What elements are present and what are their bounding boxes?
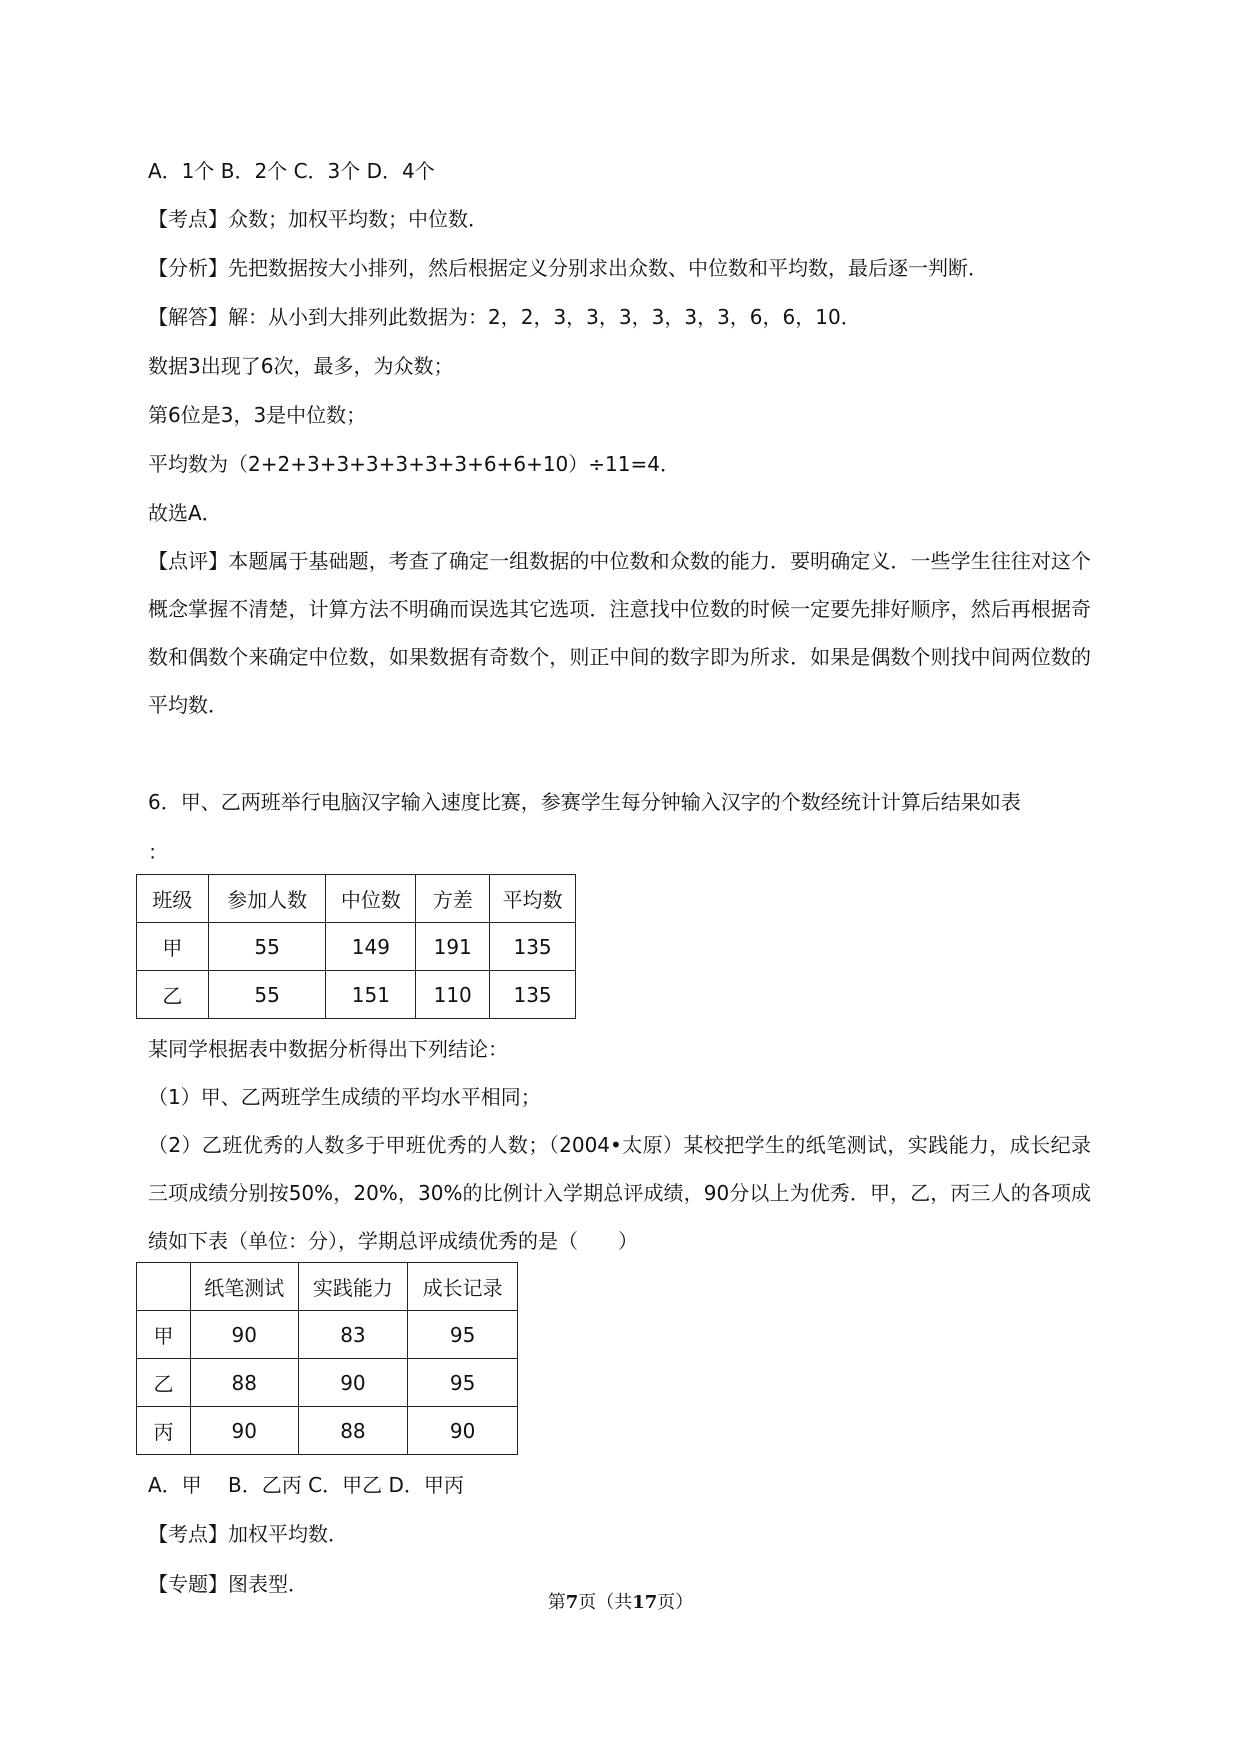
table-cell: 90 (408, 1407, 518, 1455)
q5-jieda: 【解答】解：从小到大排列此数据为：2，2，3，3，3，3，3，3，6，6，10． (148, 305, 861, 329)
footer-prefix: 第 (547, 1592, 566, 1613)
table-header-cell: 方差 (416, 875, 490, 923)
table-header-cell: 实践能力 (298, 1263, 408, 1311)
table-cell: 83 (298, 1311, 408, 1359)
q6-after-table: 某同学根据表中数据分析得出下列结论： (148, 1037, 508, 1061)
table-row (137, 971, 576, 1019)
table-header-cell: 纸笔测试 (190, 1263, 298, 1311)
q5-solution-line-1: 数据3出现了6次，最多，为众数； (148, 354, 454, 378)
table-header-cell: 平均数 (490, 875, 576, 923)
table-row (137, 1359, 518, 1407)
table-header-cell: 班级 (137, 875, 209, 923)
footer-suffix: 页） (657, 1592, 694, 1613)
table-cell: 90 (298, 1359, 408, 1407)
q6-stem: 6．甲、乙两班举行电脑汉字输入速度比赛，参赛学生每分钟输入汉字的个数经统计计算后结果如表 (148, 790, 1021, 814)
q6-stem-tail: ： (148, 840, 168, 864)
q5-answer: 故选A． (148, 501, 222, 525)
table-cell: 135 (490, 971, 576, 1019)
q5-options: A．1个 B．2个 C．3个 D．4个 (148, 159, 435, 183)
footer-page-number: 7 (565, 1592, 579, 1613)
table-cell: 甲 (137, 1311, 191, 1359)
table-cell: 95 (408, 1311, 518, 1359)
q6-conclusion-2: （2）乙班优秀的人数多于甲班优秀的人数；（2004•太原）某校把学生的纸笔测试，实践能力，成长纪录三项成绩分别按50%，20%，30%的比例计入学期总评成绩，90分以上为优秀．甲，乙，丙三人的各项成绩如下表（单位：分），学期总评成绩优秀的是（ ） (148, 1133, 1091, 1253)
q5-dianping: 【点评】本题属于基础题，考查了确定一组数据的中位数和众数的能力．要明确定义．一些学生往往对这个概念掌握不清楚，计算方法不明确而误选其它选项．注意找中位数的时候一定要先排好顺序，然后再根据奇数和偶数个来确定中位数，如果数据有奇数个，则正中间的数字即为所求．如果是偶数个则找中间两位数的平均数． (148, 549, 1091, 717)
table-cell: 149 (326, 923, 416, 971)
table-header-row (137, 1263, 518, 1311)
page-footer (0, 1588, 1241, 1614)
table-cell: 丙 (137, 1407, 191, 1455)
table-header-cell (137, 1263, 191, 1311)
table-row (137, 1407, 518, 1455)
table-cell: 90 (190, 1311, 298, 1359)
q6-table-2 (136, 1262, 518, 1455)
q6-conclusion-1: （1）甲、乙两班学生成绩的平均水平相同； (148, 1085, 541, 1109)
q6-options: A．甲 B．乙丙 C．甲乙 D．甲丙 (148, 1473, 464, 1497)
table-cell: 110 (416, 971, 490, 1019)
q5-fenxi: 【分析】先把数据按大小排列，然后根据定义分别求出众数、中位数和平均数，最后逐一判断． (148, 256, 988, 280)
q6-table-1 (136, 874, 576, 1019)
q5-solution-line-2: 第6位是3，3是中位数； (148, 403, 367, 427)
table-cell: 95 (408, 1359, 518, 1407)
table-cell: 135 (490, 923, 576, 971)
table-header-cell: 成长记录 (408, 1263, 518, 1311)
table-cell: 55 (208, 971, 326, 1019)
footer-total-pages: 17 (632, 1592, 658, 1613)
table-cell: 88 (298, 1407, 408, 1455)
table-cell: 甲 (137, 923, 209, 971)
table-header-cell: 参加人数 (208, 875, 326, 923)
table-header-cell: 中位数 (326, 875, 416, 923)
q5-kaodian: 【考点】众数；加权平均数；中位数． (148, 207, 488, 231)
table-row (137, 923, 576, 971)
table-cell: 乙 (137, 971, 209, 1019)
table-cell: 88 (190, 1359, 298, 1407)
table-header-row (137, 875, 576, 923)
q5-solution-line-3: 平均数为（2+2+3+3+3+3+3+3+6+6+10）÷11=4． (148, 452, 680, 476)
table-row (137, 1311, 518, 1359)
table-cell: 90 (190, 1407, 298, 1455)
table-cell: 乙 (137, 1359, 191, 1407)
table-cell: 55 (208, 923, 326, 971)
table-cell: 191 (416, 923, 490, 971)
table-cell: 151 (326, 971, 416, 1019)
footer-middle: 页（共 (578, 1592, 633, 1613)
q6-kaodian: 【考点】加权平均数． (148, 1522, 348, 1546)
q6-zhuanti: 【专题】图表型． (148, 1572, 308, 1596)
